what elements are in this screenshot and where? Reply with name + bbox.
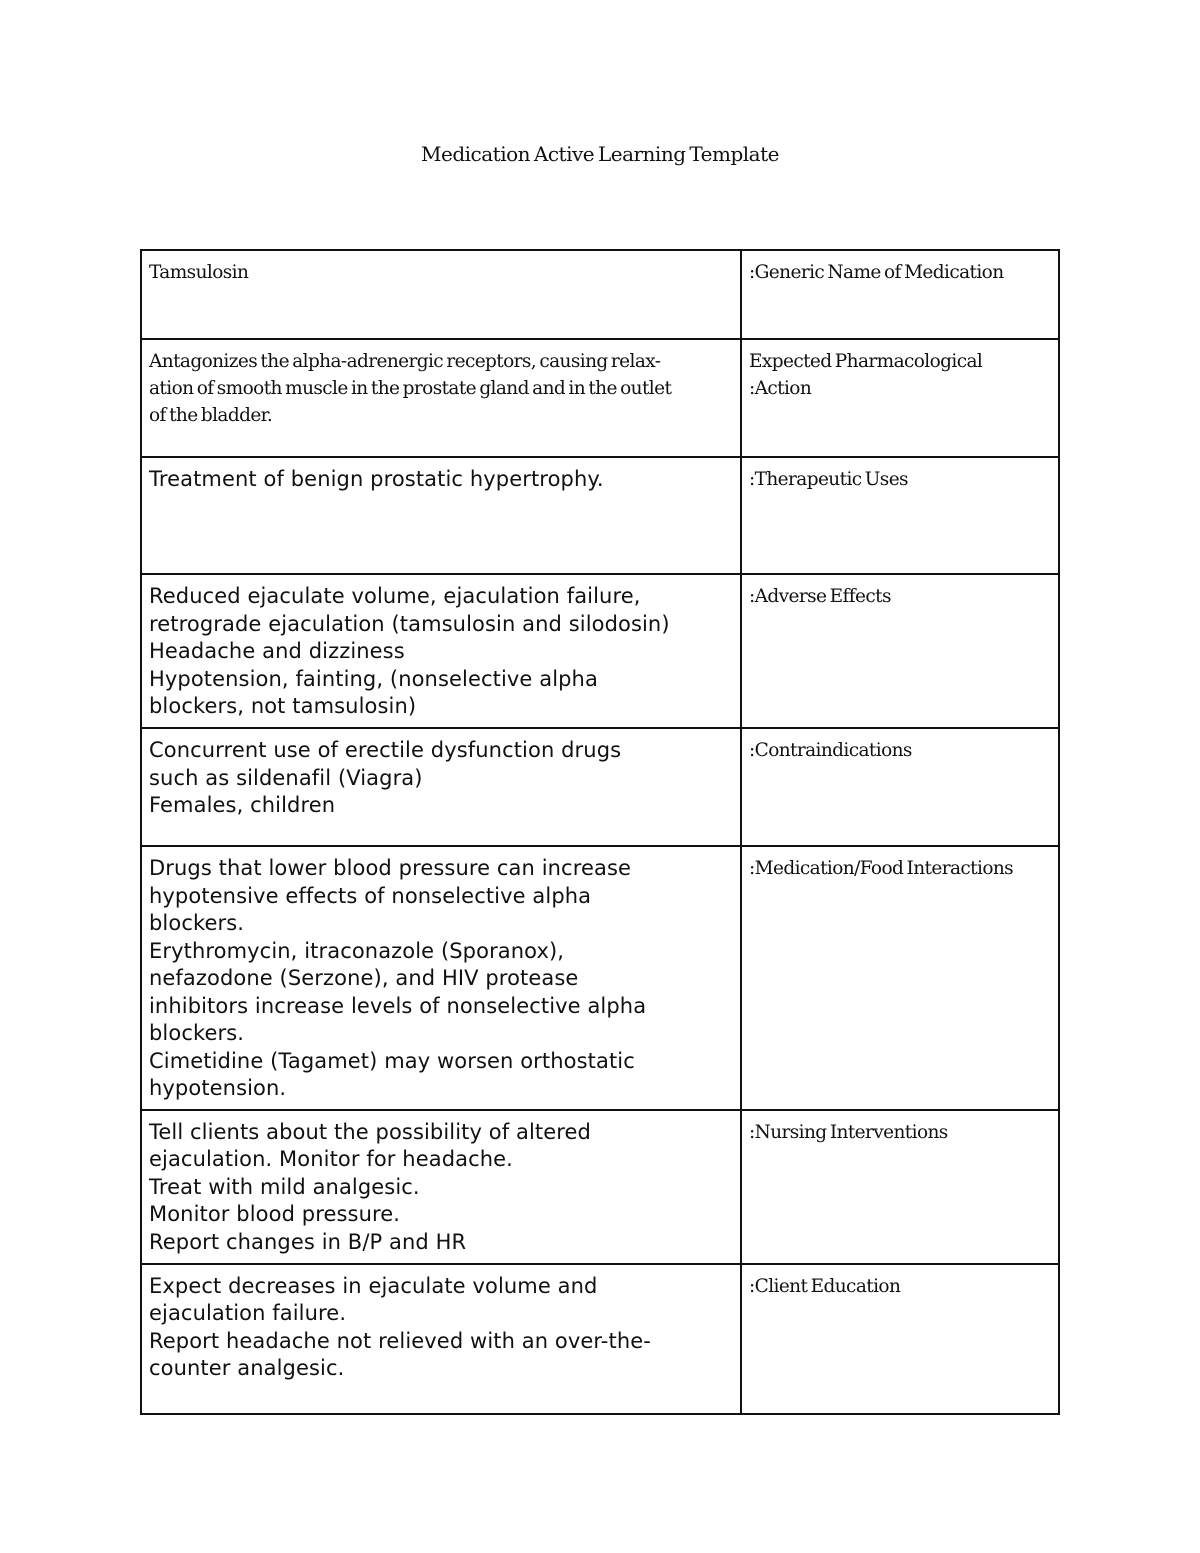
table-row-therapeutic-uses bbox=[141, 457, 1059, 574]
medication-template-table bbox=[140, 249, 1060, 1415]
pharmacological-action-label: Expected Pharmacological :Action bbox=[741, 339, 1059, 457]
contraindications-label: :Contraindications bbox=[741, 728, 1059, 846]
table-row-generic-name bbox=[141, 250, 1059, 339]
generic-name-value: Tamsulosin bbox=[141, 250, 741, 339]
therapeutic-uses-label: :Therapeutic Uses bbox=[741, 457, 1059, 574]
table-row-contraindications bbox=[141, 728, 1059, 846]
table-row-nursing-interventions bbox=[141, 1110, 1059, 1264]
adverse-effects-label: :Adverse Effects bbox=[741, 574, 1059, 728]
adverse-effects-value: Reduced ejaculate volume, ejaculation failure, retrograde ejaculation (tamsulosin and silodosin) Headache and dizziness Hypotension, fainting, (nonselective alpha blockers, not tamsulosin) bbox=[141, 574, 741, 728]
table-row-client-education bbox=[141, 1264, 1059, 1414]
table-row-pharmacological-action bbox=[141, 339, 1059, 457]
therapeutic-uses-value: Treatment of benign prostatic hypertrophy. bbox=[141, 457, 741, 574]
table-row-medication-food-interactions bbox=[141, 846, 1059, 1110]
contraindications-value: Concurrent use of erectile dysfunction drugs such as sildenafil (Viagra) Females, children bbox=[141, 728, 741, 846]
nursing-interventions-value: Tell clients about the possibility of altered ejaculation. Monitor for headache. Treat with mild analgesic. Monitor blood pressure. Report changes in B/P and HR bbox=[141, 1110, 741, 1264]
nursing-interventions-label: :Nursing Interventions bbox=[741, 1110, 1059, 1264]
interactions-value: Drugs that lower blood pressure can increase hypotensive effects of nonselective alpha blockers. Erythromycin, itraconazole (Sporanox), nefazodone (Serzone), and HIV protease inhibitors increase levels of nonselective alpha blockers. Cimetidine (Tagamet) may worsen orthostatic hypotension. bbox=[141, 846, 741, 1110]
client-education-label: :Client Education bbox=[741, 1264, 1059, 1414]
table-row-adverse-effects bbox=[141, 574, 1059, 728]
client-education-value: Expect decreases in ejaculate volume and ejaculation failure. Report headache not relieved with an over-the- counter analgesic. bbox=[141, 1264, 741, 1414]
generic-name-label: :Generic Name of Medication bbox=[741, 250, 1059, 339]
interactions-label: :Medication/Food Interactions bbox=[741, 846, 1059, 1110]
pharmacological-action-value: Antagonizes the alpha-adrenergic receptors, causing relax- ation of smooth muscle in the prostate gland and in the outlet of the bladder. bbox=[141, 339, 741, 457]
page-title: Medication Active Learning Template bbox=[421, 142, 779, 166]
